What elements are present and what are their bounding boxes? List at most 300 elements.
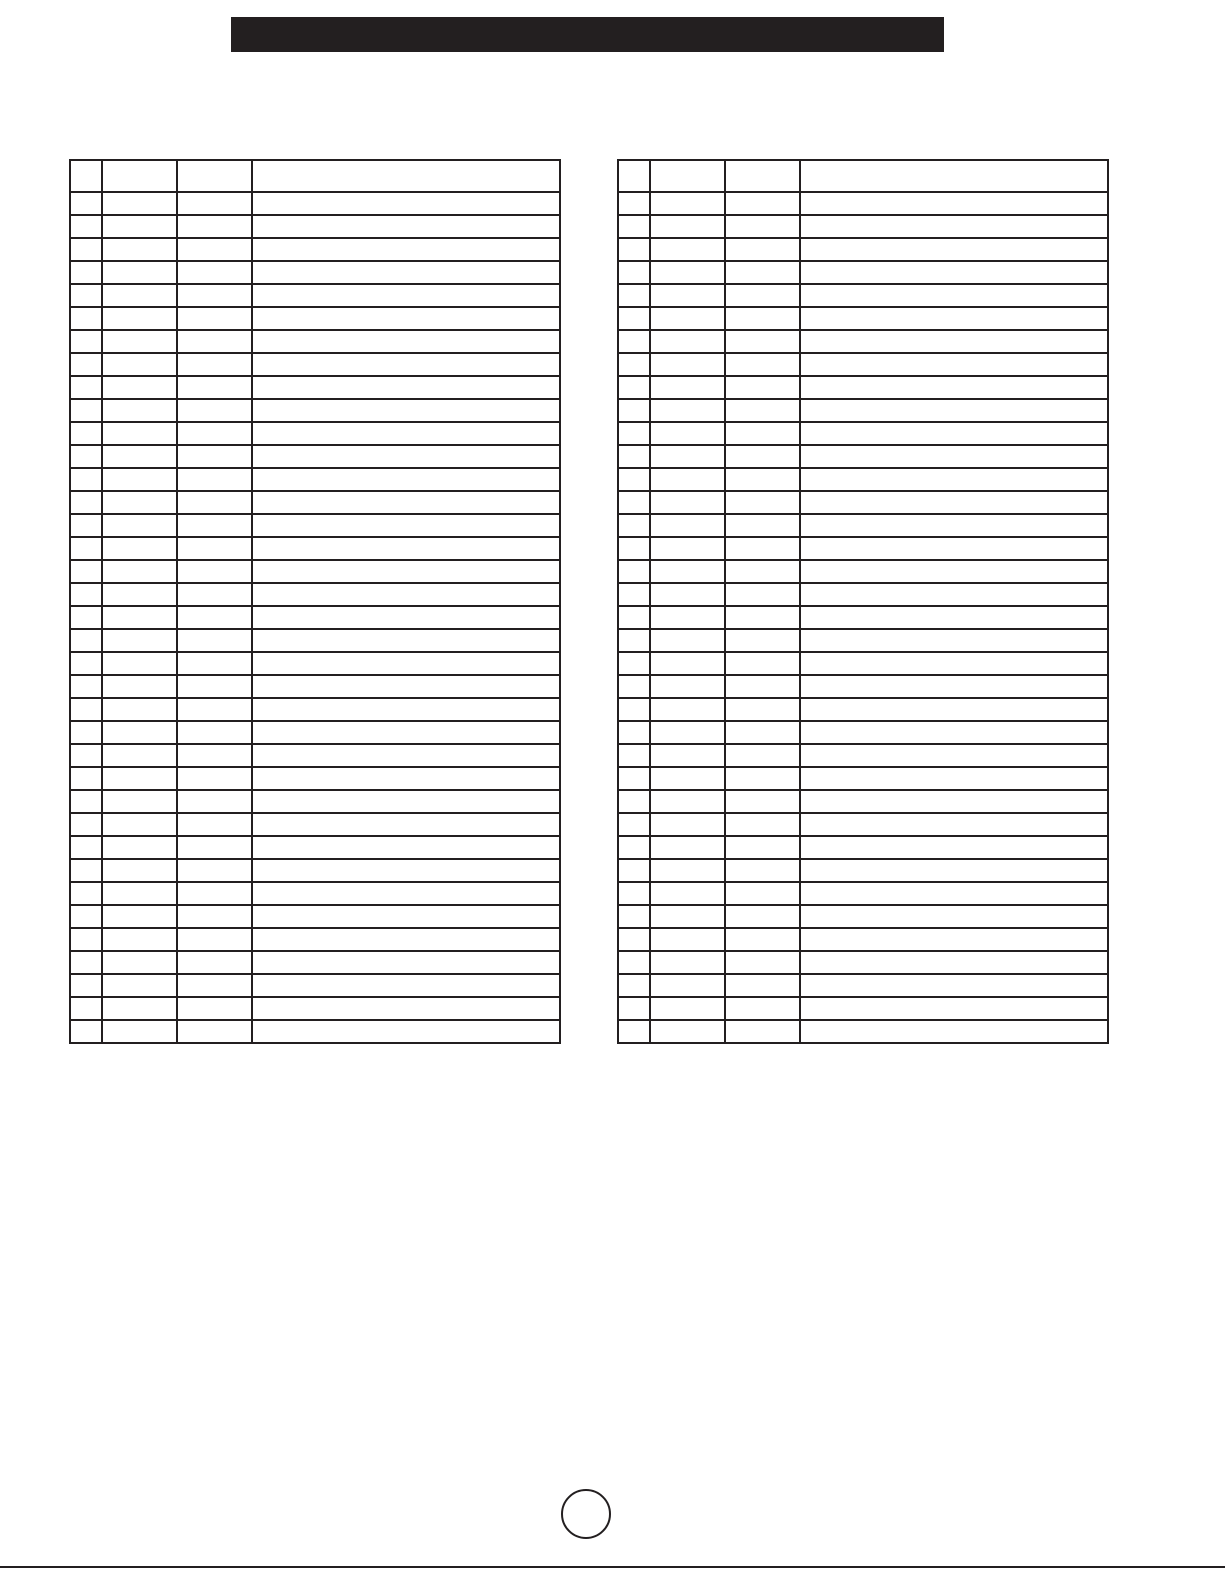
table-cell-b: [177, 951, 252, 974]
table-cell-a: [650, 284, 725, 307]
table-cell-num: [618, 284, 650, 307]
table-cell-a: [102, 468, 177, 491]
table-cell-desc: [252, 422, 560, 445]
table-cell-desc: [800, 905, 1108, 928]
table-row: [618, 284, 1108, 307]
table-cell-b: [725, 238, 800, 261]
table-cell-desc: [800, 767, 1108, 790]
table-cell-a: [650, 905, 725, 928]
table-cell-a: [650, 859, 725, 882]
table-row: [618, 330, 1108, 353]
table-cell-num: [70, 560, 102, 583]
table-cell-b: [725, 399, 800, 422]
table-cell-num: [618, 376, 650, 399]
table-cell-desc: [252, 698, 560, 721]
table-cell-num: [70, 882, 102, 905]
table-cell-num: [70, 491, 102, 514]
table-cell-a: [102, 813, 177, 836]
table-cell-num: [618, 192, 650, 215]
table-row: [618, 767, 1108, 790]
title-bar: [231, 17, 944, 52]
table-row: [618, 951, 1108, 974]
table-cell-desc: [252, 353, 560, 376]
table-cell-b: [725, 744, 800, 767]
table-row: [618, 192, 1108, 215]
table-row: [70, 606, 560, 629]
table-cell-a: [650, 882, 725, 905]
left-table-body: [70, 160, 560, 1043]
table-cell-num: [70, 399, 102, 422]
table-row: [70, 261, 560, 284]
table-cell-a: [650, 813, 725, 836]
table-row: [70, 376, 560, 399]
table-cell-b: [725, 767, 800, 790]
table-cell-a: [650, 445, 725, 468]
table-cell-b: [725, 491, 800, 514]
table-cell-b: [725, 445, 800, 468]
table-cell-a: [102, 215, 177, 238]
table-cell-a: [650, 974, 725, 997]
table-cell-desc: [252, 675, 560, 698]
table-cell-desc: [252, 974, 560, 997]
table-cell-a: [102, 974, 177, 997]
table-cell-desc: [252, 629, 560, 652]
table-cell-b: [177, 790, 252, 813]
table-cell-a: [650, 790, 725, 813]
table-row: [70, 974, 560, 997]
table-cell-num: [70, 698, 102, 721]
table-cell-a: [102, 790, 177, 813]
table-cell-desc: [252, 330, 560, 353]
table-cell-num: [618, 744, 650, 767]
table-cell-num: [618, 422, 650, 445]
table-cell-desc: [800, 997, 1108, 1020]
table-cell-b: [177, 859, 252, 882]
table-cell-a: [650, 514, 725, 537]
table-cell-b: [177, 1020, 252, 1043]
table-cell-a: [102, 951, 177, 974]
table-cell-b: [725, 537, 800, 560]
table-cell-b: [725, 629, 800, 652]
header-cell-num: [618, 160, 650, 192]
table-cell-a: [650, 192, 725, 215]
table-cell-b: [177, 928, 252, 951]
table-row: [618, 790, 1108, 813]
table-cell-a: [102, 399, 177, 422]
table-cell-desc: [252, 997, 560, 1020]
table-row: [618, 629, 1108, 652]
table-row: [618, 583, 1108, 606]
table-cell-desc: [252, 859, 560, 882]
table-cell-desc: [800, 882, 1108, 905]
table-cell-b: [725, 675, 800, 698]
table-cell-b: [177, 422, 252, 445]
table-cell-num: [70, 652, 102, 675]
table-cell-num: [70, 744, 102, 767]
table-cell-a: [102, 284, 177, 307]
header-cell-desc: [800, 160, 1108, 192]
table-row: [70, 675, 560, 698]
table-cell-a: [102, 560, 177, 583]
table-cell-b: [177, 629, 252, 652]
table-cell-b: [725, 721, 800, 744]
table-cell-num: [618, 675, 650, 698]
table-cell-a: [102, 261, 177, 284]
table-cell-b: [177, 836, 252, 859]
table-cell-desc: [252, 445, 560, 468]
table-cell-b: [725, 307, 800, 330]
table-cell-desc: [252, 583, 560, 606]
table-cell-desc: [800, 192, 1108, 215]
table-cell-b: [177, 192, 252, 215]
table-cell-a: [102, 583, 177, 606]
table-cell-b: [177, 330, 252, 353]
table-cell-num: [70, 951, 102, 974]
table-row: [618, 422, 1108, 445]
table-cell-num: [618, 468, 650, 491]
table-cell-num: [70, 353, 102, 376]
table-row: [618, 997, 1108, 1020]
table-cell-desc: [800, 583, 1108, 606]
table-cell-b: [725, 882, 800, 905]
table-cell-b: [177, 215, 252, 238]
table-cell-b: [725, 813, 800, 836]
table-cell-b: [725, 928, 800, 951]
table-cell-num: [70, 675, 102, 698]
table-cell-num: [618, 445, 650, 468]
table-cell-desc: [252, 514, 560, 537]
table-cell-desc: [800, 330, 1108, 353]
table-row: [70, 629, 560, 652]
table-cell-a: [650, 698, 725, 721]
table-cell-b: [177, 399, 252, 422]
right-table-body: [618, 160, 1108, 1043]
table-cell-a: [102, 606, 177, 629]
table-cell-a: [102, 675, 177, 698]
table-row: [618, 606, 1108, 629]
table-cell-a: [650, 376, 725, 399]
table-cell-num: [618, 836, 650, 859]
table-cell-a: [102, 928, 177, 951]
table-cell-num: [618, 698, 650, 721]
table-header-row: [70, 160, 560, 192]
table-cell-a: [650, 721, 725, 744]
table-cell-b: [725, 192, 800, 215]
table-row: [70, 583, 560, 606]
table-cell-num: [70, 330, 102, 353]
table-row: [618, 721, 1108, 744]
table-cell-a: [650, 468, 725, 491]
table-row: [618, 307, 1108, 330]
table-cell-desc: [800, 284, 1108, 307]
table-cell-num: [70, 422, 102, 445]
table-row: [618, 468, 1108, 491]
table-cell-a: [102, 997, 177, 1020]
table-row: [70, 537, 560, 560]
table-cell-num: [618, 790, 650, 813]
table-cell-desc: [252, 767, 560, 790]
table-cell-desc: [252, 721, 560, 744]
table-cell-num: [618, 859, 650, 882]
table-cell-a: [102, 767, 177, 790]
table-cell-desc: [800, 629, 1108, 652]
table-row: [618, 514, 1108, 537]
header-cell-b: [177, 160, 252, 192]
table-row: [70, 215, 560, 238]
table-cell-a: [650, 353, 725, 376]
table-row: [618, 675, 1108, 698]
table-cell-a: [650, 629, 725, 652]
table-cell-num: [618, 767, 650, 790]
table-header-row: [618, 160, 1108, 192]
table-cell-b: [177, 606, 252, 629]
table-row: [70, 652, 560, 675]
table-cell-desc: [252, 905, 560, 928]
table-cell-num: [618, 307, 650, 330]
table-row: [70, 951, 560, 974]
table-cell-b: [177, 445, 252, 468]
table-row: [618, 560, 1108, 583]
table-cell-desc: [800, 422, 1108, 445]
header-cell-a: [102, 160, 177, 192]
table-cell-b: [725, 974, 800, 997]
table-cell-a: [102, 353, 177, 376]
table-cell-num: [70, 997, 102, 1020]
table-cell-desc: [252, 261, 560, 284]
table-cell-a: [102, 698, 177, 721]
table-row: [618, 744, 1108, 767]
table-cell-num: [70, 537, 102, 560]
table-cell-b: [725, 514, 800, 537]
table-cell-num: [70, 813, 102, 836]
table-cell-desc: [252, 790, 560, 813]
table-row: [70, 468, 560, 491]
table-cell-a: [650, 399, 725, 422]
table-row: [618, 1020, 1108, 1043]
table-cell-desc: [800, 859, 1108, 882]
table-cell-a: [650, 951, 725, 974]
table-cell-desc: [252, 1020, 560, 1043]
table-row: [70, 997, 560, 1020]
table-cell-b: [177, 238, 252, 261]
table-cell-a: [650, 652, 725, 675]
table-cell-b: [725, 330, 800, 353]
table-cell-desc: [800, 353, 1108, 376]
table-cell-b: [725, 790, 800, 813]
table-row: [70, 514, 560, 537]
table-row: [618, 836, 1108, 859]
table-cell-desc: [800, 606, 1108, 629]
table-cell-desc: [800, 560, 1108, 583]
table-cell-a: [650, 261, 725, 284]
table-row: [70, 836, 560, 859]
table-row: [70, 905, 560, 928]
table-row: [70, 1020, 560, 1043]
table-cell-desc: [252, 836, 560, 859]
table-cell-num: [618, 583, 650, 606]
table-cell-a: [650, 238, 725, 261]
table-cell-num: [70, 192, 102, 215]
table-cell-desc: [252, 491, 560, 514]
table-row: [618, 261, 1108, 284]
table-cell-num: [70, 629, 102, 652]
table-cell-a: [650, 560, 725, 583]
table-cell-a: [102, 905, 177, 928]
table-cell-a: [650, 491, 725, 514]
table-cell-b: [725, 215, 800, 238]
table-row: [618, 215, 1108, 238]
table-cell-desc: [252, 560, 560, 583]
table-cell-a: [650, 537, 725, 560]
table-cell-desc: [800, 974, 1108, 997]
table-cell-num: [618, 491, 650, 514]
table-cell-num: [618, 1020, 650, 1043]
table-row: [618, 882, 1108, 905]
table-cell-b: [177, 997, 252, 1020]
table-cell-num: [618, 974, 650, 997]
table-cell-num: [618, 353, 650, 376]
table-cell-desc: [252, 537, 560, 560]
table-cell-a: [650, 583, 725, 606]
table-cell-b: [725, 468, 800, 491]
table-cell-b: [177, 698, 252, 721]
table-cell-num: [618, 951, 650, 974]
table-cell-b: [177, 560, 252, 583]
table-cell-a: [650, 307, 725, 330]
table-row: [70, 491, 560, 514]
table-cell-num: [70, 261, 102, 284]
table-cell-b: [725, 376, 800, 399]
table-cell-num: [70, 215, 102, 238]
table-cell-a: [650, 1020, 725, 1043]
table-cell-a: [650, 767, 725, 790]
table-cell-desc: [800, 261, 1108, 284]
table-row: [618, 859, 1108, 882]
table-cell-desc: [800, 928, 1108, 951]
table-cell-num: [618, 537, 650, 560]
table-cell-a: [102, 859, 177, 882]
table-cell-a: [102, 721, 177, 744]
table-cell-b: [177, 583, 252, 606]
table-cell-a: [102, 744, 177, 767]
table-cell-b: [177, 652, 252, 675]
table-cell-desc: [800, 376, 1108, 399]
table-cell-num: [70, 376, 102, 399]
table-cell-a: [102, 445, 177, 468]
table-cell-a: [102, 422, 177, 445]
table-row: [70, 721, 560, 744]
table-cell-num: [618, 215, 650, 238]
table-cell-a: [650, 928, 725, 951]
table-cell-desc: [800, 1020, 1108, 1043]
table-cell-desc: [800, 698, 1108, 721]
table-row: [70, 353, 560, 376]
table-cell-b: [177, 767, 252, 790]
header-cell-desc: [252, 160, 560, 192]
table-cell-b: [177, 307, 252, 330]
table-cell-desc: [252, 399, 560, 422]
table-cell-b: [177, 721, 252, 744]
table-cell-desc: [800, 836, 1108, 859]
table-row: [618, 974, 1108, 997]
table-cell-desc: [800, 813, 1108, 836]
table-cell-num: [70, 468, 102, 491]
table-cell-desc: [252, 215, 560, 238]
table-row: [70, 790, 560, 813]
table-cell-num: [618, 813, 650, 836]
table-cell-b: [725, 560, 800, 583]
table-cell-b: [725, 422, 800, 445]
table-cell-num: [70, 284, 102, 307]
table-cell-desc: [800, 675, 1108, 698]
table-cell-desc: [800, 537, 1108, 560]
table-cell-b: [177, 514, 252, 537]
table-cell-a: [102, 882, 177, 905]
table-cell-desc: [800, 514, 1108, 537]
table-cell-num: [618, 652, 650, 675]
table-row: [618, 353, 1108, 376]
table-cell-a: [102, 629, 177, 652]
table-cell-a: [102, 491, 177, 514]
table-row: [70, 399, 560, 422]
table-cell-desc: [800, 790, 1108, 813]
table-cell-b: [725, 583, 800, 606]
table-cell-desc: [252, 652, 560, 675]
table-cell-b: [725, 951, 800, 974]
header-cell-num: [70, 160, 102, 192]
table-cell-num: [618, 882, 650, 905]
table-cell-num: [70, 445, 102, 468]
table-row: [618, 238, 1108, 261]
table-row: [70, 192, 560, 215]
table-cell-desc: [800, 399, 1108, 422]
table-cell-num: [618, 721, 650, 744]
table-cell-b: [177, 376, 252, 399]
table-cell-b: [177, 905, 252, 928]
table-row: [70, 882, 560, 905]
table-row: [70, 560, 560, 583]
table-cell-b: [725, 353, 800, 376]
table-cell-b: [725, 1020, 800, 1043]
table-cell-desc: [800, 491, 1108, 514]
table-cell-num: [618, 905, 650, 928]
table-cell-a: [102, 836, 177, 859]
table-cell-num: [618, 997, 650, 1020]
table-cell-num: [70, 905, 102, 928]
table-row: [618, 491, 1108, 514]
table-cell-b: [725, 836, 800, 859]
table-cell-num: [70, 859, 102, 882]
table-cell-desc: [800, 215, 1108, 238]
table-row: [618, 813, 1108, 836]
table-row: [70, 698, 560, 721]
table-cell-num: [70, 238, 102, 261]
table-row: [70, 330, 560, 353]
table-cell-num: [618, 606, 650, 629]
table-cell-num: [618, 928, 650, 951]
table-row: [70, 767, 560, 790]
header-cell-b: [725, 160, 800, 192]
table-row: [70, 744, 560, 767]
table-row: [618, 445, 1108, 468]
table-cell-b: [177, 974, 252, 997]
table-cell-b: [725, 859, 800, 882]
table-cell-a: [650, 675, 725, 698]
table-cell-desc: [800, 238, 1108, 261]
table-cell-b: [177, 744, 252, 767]
table-cell-b: [177, 261, 252, 284]
table-row: [70, 284, 560, 307]
